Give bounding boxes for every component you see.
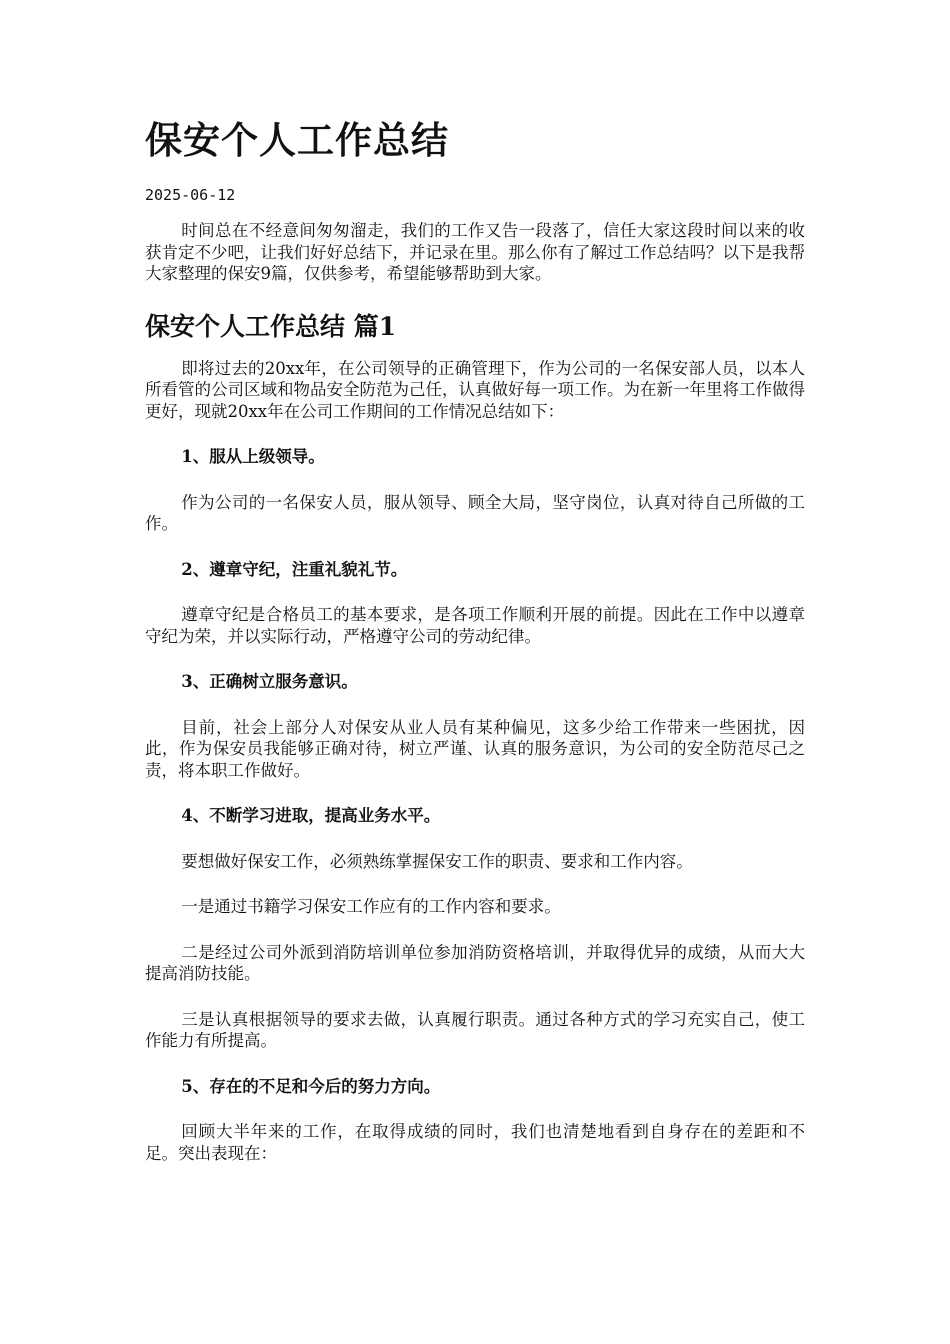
intro-paragraph: 时间总在不经意间匆匆溜走，我们的工作又告一段落了，信任大家这段时间以来的收获肯定不少吧，让我们好好总结下，并记录在里。那么你有了解过工作总结吗？以下是我帮大家整理的保安9篇，仅供参考，希望能够帮助到大家。 bbox=[145, 221, 805, 284]
body-paragraph: 即将过去的20xx年，在公司领导的正确管理下，作为公司的一名保安部人员，以本人所看管的公司区域和物品安全防范为己任，认真做好每一项工作。为在新一年里将工作做得更好，现就20xx年在公司工作期间的工作情况总结如下： bbox=[145, 358, 805, 421]
body-paragraph: 三是认真根据领导的要求去做，认真履行职责。通过各种方式的学习充实自己，使工作能力有所提高。 bbox=[145, 1009, 805, 1051]
body-paragraph: 作为公司的一名保安人员，服从领导、顾全大局，坚守岗位，认真对待自己所做的工作。 bbox=[145, 492, 805, 534]
body-paragraph: 二是经过公司外派到消防培训单位参加消防资格培训，并取得优异的成绩，从而大大提高消防技能。 bbox=[145, 942, 805, 984]
sub-heading: 1、服从上级领导。 bbox=[181, 447, 325, 467]
body-paragraph: 遵章守纪是合格员工的基本要求，是各项工作顺利开展的前提。因此在工作中以遵章守纪为荣，并以实际行动，严格遵守公司的劳动纪律。 bbox=[145, 605, 805, 646]
document-title: 保安个人工作总结 bbox=[145, 118, 449, 162]
sub-heading: 2、遵章守纪，注重礼貌礼节。 bbox=[181, 559, 408, 579]
body-paragraph: 一是通过书籍学习保安工作应有的工作内容和要求。 bbox=[181, 897, 561, 917]
body-paragraph: 要想做好保安工作，必须熟练掌握保安工作的职责、要求和工作内容。 bbox=[181, 851, 693, 871]
body-paragraph: 回顾大半年来的工作，在取得成绩的同时，我们也清楚地看到自身存在的差距和不足。突出表现在： bbox=[145, 1122, 805, 1163]
sub-heading: 4、不断学习进取，提高业务水平。 bbox=[181, 806, 441, 826]
sub-heading: 3、正确树立服务意识。 bbox=[181, 672, 358, 692]
document-page bbox=[145, 108, 805, 1164]
section-title: 保安个人工作总结 篇1 bbox=[145, 311, 397, 341]
sub-heading: 5、存在的不足和今后的努力方向。 bbox=[181, 1076, 441, 1096]
publish-date: 2025-06-12 bbox=[145, 186, 236, 205]
body-paragraph: 目前，社会上部分人对保安从业人员有某种偏见，这多少给工作带来一些困扰，因此，作为保安员我能够正确对待，树立严谨、认真的服务意识，为公司的安全防范尽己之责，将本职工作做好。 bbox=[145, 717, 805, 780]
